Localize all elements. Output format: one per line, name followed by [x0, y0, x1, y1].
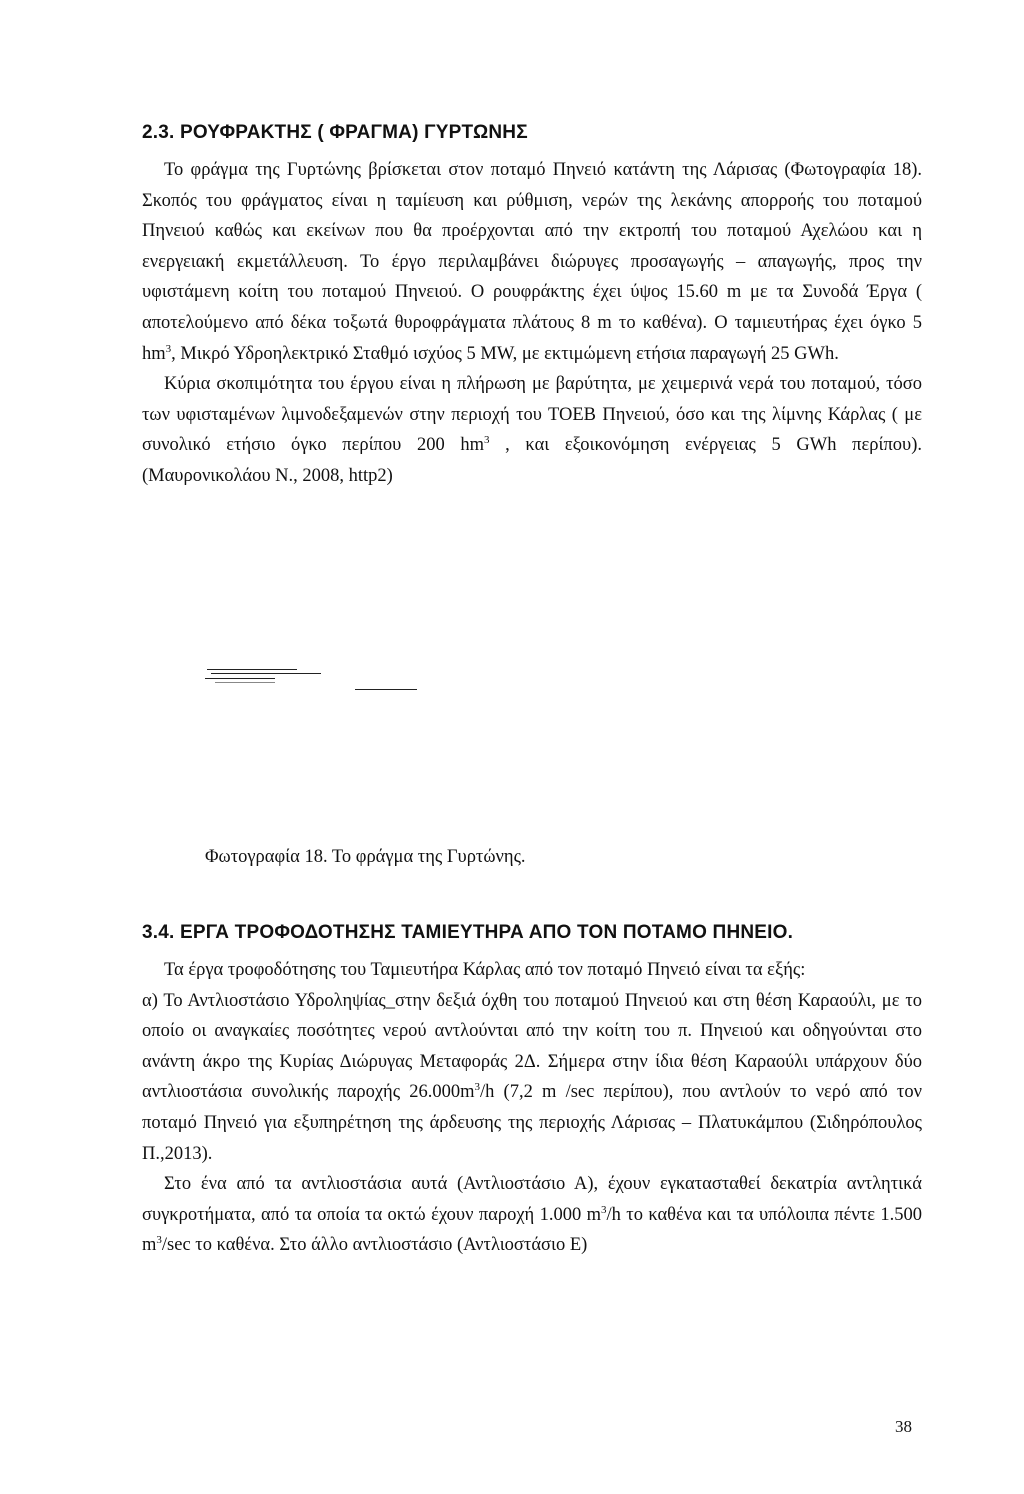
- paragraph: α) Το Αντλιοστάσιο Υδροληψίας_στην δεξιά όχθη του ποταμού Πηνειού και στη θέση Καραούλι, με το οποίο οι αναγκαίες ποσότητες νερού αντλούνται από την κοίτη του π. Πηνειού και οδηγούνται στο ανάντη άκρο της Κυρίας Διώρυγας Μεταφοράς 2Δ. Σήμερα στην ίδια θέση Καραούλι υπάρχουν δύο αντλιοστάσια συνολικής παροχής $26.000m^3/h$ (7,2 m /sec περίπου), που αντλούν το νερό από τον ποταμό Πηνειό για εξυπηρέτηση της άρδευσης της περιοχής Λάρισας – Πλατυκάμπου (Σιδηρόπουλος Π.,2013).: [142, 990, 922, 1164]
- figure-caption: Φωτογραφία 18. Το φράγμα της Γυρτώνης.: [205, 847, 526, 867]
- paragraph: Το φράγμα της Γυρτώνης βρίσκεται στον ποταμό Πηνειό κατάντη της Λάρισας (Φωτογραφία 18). Σκοπός του φράγματος είναι η ταμίευση και ρύθμιση, νερών της λεκάνης απορροής του ποταμού Πηνειού καθώς και εκείνων που θα προέρχονται από την εκτροπή του ποταμού Αχελώου και η ενεργειακή εκμετάλλευση. Το έργο περιλαμβάνει διώρυγες προσαγωγής – απαγωγής, προς την υφιστάμενη κοίτη του ποταμού Πηνειού. Ο ρουφράκτης έχει ύψος 15.60 m με τα Συνοδά Έργα ( αποτελούμενο από δέκα τοξωτά θυροφράγματα πλάτους 8 m το καθένα). Ο ταμιευτήρας έχει όγκο 5 $hm^3$, Μικρό Υδροηλεκτρικό Σταθμό ισχύος 5 MW, με εκτιμώμενη ετήσια παραγωγή 25 GWh.: [142, 160, 922, 364]
- section-2-3-body: [142, 155, 922, 492]
- paragraph: Τα έργα τροφοδότησης του Ταμιευτήρα Κάρλας από τον ποταμό Πηνειό είναι τα εξής:: [164, 960, 806, 980]
- section-heading-3-4: 3.4. ΕΡΓΑ ΤΡΟΦΟΔΟΤΗΣΗΣ ΤΑΜΙΕΥΤΗΡΑ ΑΠΟ ΤΟΝ ΠΟΤΑΜΟ ΠΗΝΕΙΟ.: [142, 922, 794, 943]
- section-heading-2-3: 2.3. ΡΟΥΦΡΑΚΤΗΣ ( ΦΡΑΓΜΑ) ΓΥΡΤΩΝΗΣ: [142, 122, 528, 143]
- page-number: 38: [895, 1417, 912, 1436]
- paragraph: Κύρια σκοπιμότητα του έργου είναι η πλήρωση με βαρύτητα, με χειμερινά νερά του ποταμού, τόσο των υφισταμένων λιμνοδεξαμενών στην περιοχή του ΤΟΕΒ Πηνειού, όσο και της λίμνης Κάρλας ( με συνολικό ετήσιο όγκο περίπου 200 $hm^3$ , και εξοικονόμηση ενέργειας 5 GWh περίπου). (Μαυρονικολάου Ν., 2008, http2): [142, 374, 922, 486]
- section-3-4-body: [142, 955, 922, 1261]
- photo-18-fragment: [195, 655, 435, 705]
- paragraph: Στο ένα από τα αντλιοστάσια αυτά (Αντλιοστάσιο Α), έχουν εγκατασταθεί δεκατρία αντλητικά συγκροτήματα, από τα οποία τα οκτώ έχουν παροχή 1.000 $m^3/h$ το καθένα και τα υπόλοιπα πέντε 1.500 $m^3/\sec$ το καθένα. Στο άλλο αντλιοστάσιο (Αντλιοστάσιο Ε): [142, 1174, 923, 1256]
